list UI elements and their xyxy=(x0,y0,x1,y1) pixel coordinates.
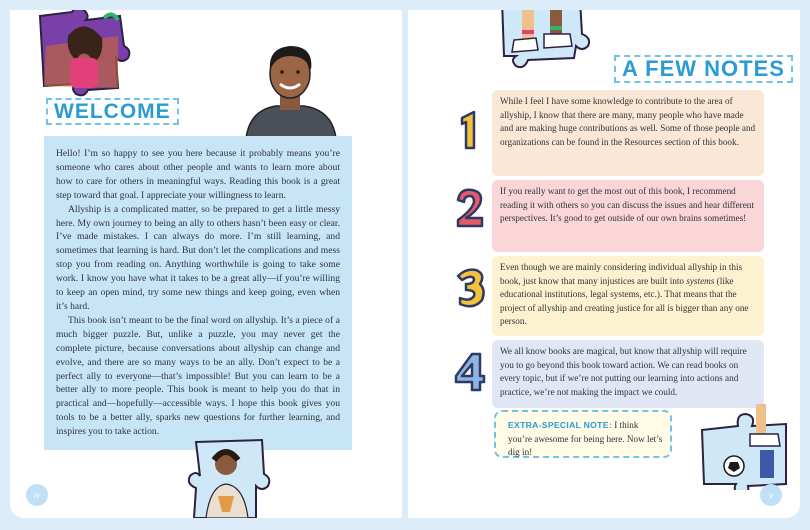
few-notes-heading: A FEW NOTES xyxy=(614,55,793,83)
left-page xyxy=(10,10,402,518)
number-1-icon xyxy=(452,108,488,152)
welcome-paragraph: Hello! I’m so happy to see you here because it probably means you’re someone who cares about other people and wants to learn more about how to care for others in meaningful ways. Reading this book is a great step toward that goal. I appreciate your willingness to learn. xyxy=(56,148,340,201)
welcome-text-box xyxy=(44,136,352,450)
puzzle-piece-person-illustration xyxy=(32,10,136,98)
note-4: We all know books are magical, but know that allyship will require you to go beyond this book toward action. We can read books on every topic, but if we’re not putting our learning into actions and practice, we’re not making the impact we could. xyxy=(492,340,764,408)
page-number: iv xyxy=(26,484,48,506)
welcome-paragraph: This book isn’t meant to be the final word on allyship. It’s a piece of a much bigger puzzle. But, unlike a puzzle, you may never get the complete picture, because conversations about allyship can change and evolve, and there are so many ways to be an ally. Don’t expect to be a perfect ally to everyone—that’s impossible! But you can learn to be a better ally to more people. This book is meant to help you do that in practical and—hopefully—accessible ways. I hope this book gives you tools to be a better ally, sparks new questions for further learning, and inspires you to take action. xyxy=(56,314,340,438)
welcome-paragraph: Allyship is a complicated matter, so be prepared to get a little messy here. My own journey to being an ally to others hasn’t been easy or clear. I’ve made mistakes. I can always do more. I’m still learning, and sometimes that learning is hard. But don’t let the complications and mess stop you from reading on. Anything worthwhile is going to take some work. I know you have what it takes to be a great ally—if you’re willing to keep an open mind, try some new things and keep going, even when it’s hard. xyxy=(56,203,340,312)
extra-note-text: I think you’re awesome for being here. Now let’s dig in! xyxy=(508,420,663,457)
note-1: While I feel I have some knowledge to contribute to the area of allyship, I know that there are many, many people who have made and are making huge contributions as well. Some of those people and organizations can be found in the Resources section of this book. xyxy=(492,90,764,176)
number-3-icon xyxy=(452,266,488,310)
note-3-text-after: (like educational institutions, legal systems, etc.). That means that the project of allyship and creating justice for all is bigger than any one person. xyxy=(500,275,749,327)
note-3-emphasis: systems xyxy=(686,275,715,286)
page-number: v xyxy=(760,484,782,506)
number-2-icon xyxy=(452,186,488,230)
author-portrait-illustration xyxy=(236,40,344,138)
note-2: If you really want to get the most out of this book, I recommend reading it with others so you can discuss the issues and hear different perspectives. It’s good to get outside of our own brains sometimes! xyxy=(492,180,764,252)
note-3 xyxy=(492,256,764,336)
puzzle-piece-child-illustration xyxy=(186,434,272,518)
extra-special-note xyxy=(494,410,672,458)
extra-note-label: EXTRA-SPECIAL NOTE: xyxy=(508,420,612,430)
welcome-heading: WELCOME xyxy=(46,98,179,125)
note-3-text-before: Even though we are mainly considering individual allyship in this book, just know that many injustices are built into xyxy=(500,262,743,286)
puzzle-piece-soccer-illustration xyxy=(694,404,794,490)
right-page xyxy=(408,10,800,518)
number-4-icon xyxy=(452,350,488,394)
puzzle-piece-sneakers-illustration xyxy=(488,10,598,76)
